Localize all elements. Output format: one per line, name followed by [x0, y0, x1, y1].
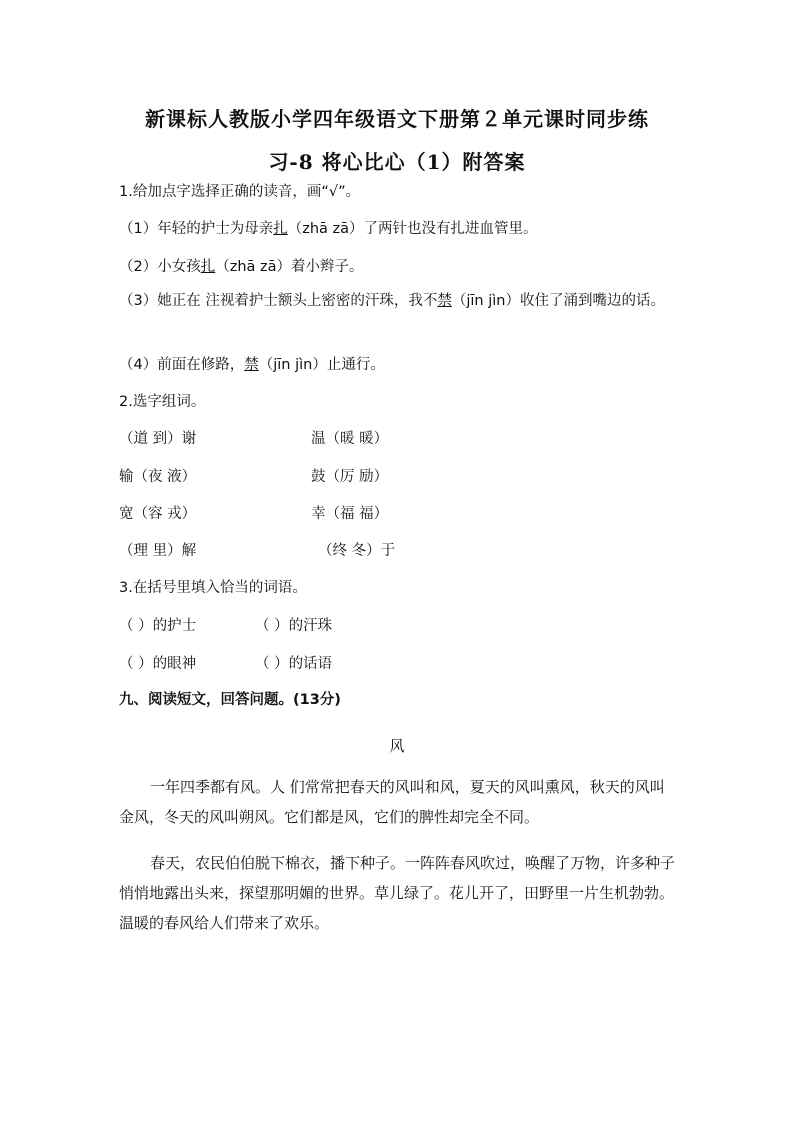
q2-row-1-left: （道 到）谢 — [119, 431, 197, 447]
q1-item-2-pre: （2）小女孩 — [119, 259, 201, 275]
doc-title-line-2: 习-8 将心比心（1）附答案 — [268, 150, 526, 174]
q1-item-4-post: （jīn jìn）止通行。 — [258, 357, 385, 373]
q3-row-2-right: （ ）的话语 — [255, 656, 333, 672]
q2-row-3-right: 幸（福 福） — [311, 506, 389, 522]
q1-item-1-target: 扎 — [273, 221, 288, 237]
q2-row-1-right: 温（暖 暖） — [311, 431, 389, 447]
q9-heading: 九、阅读短文，回答问题。(13分) — [119, 692, 341, 708]
q1-item-3-post: （jīn jìn）收住了涌到嘴边的话。 — [451, 293, 665, 309]
q3-row-1-right: （ ）的汗珠 — [255, 618, 333, 634]
q1-item-4 — [119, 353, 385, 374]
article-paragraph-1: 一年四季都有风。人 们常常把春天的风叫和风，夏天的风叫熏风，秋天的风叫金风，冬天的风叫朔风。它们都是风，它们的脾性却完全不同。 — [119, 778, 665, 826]
q3-row-1-left: （ ）的护士 — [119, 618, 197, 634]
q3-heading: 3.在括号里填入恰当的词语。 — [119, 580, 307, 596]
q2-row-3-left: 宽（容 戎） — [119, 506, 197, 522]
q2-row-4-left: （理 里）解 — [119, 543, 197, 559]
q1-item-3 — [119, 289, 679, 313]
q1-item-1 — [119, 217, 538, 238]
q1-item-4-pre: （4）前面在修路， — [119, 357, 245, 373]
q1-item-1-post: （zhā zā）了两针也没有扎进血管里。 — [287, 221, 538, 237]
q1-item-2-target: 扎 — [200, 259, 216, 275]
q1-item-2-post: （zhā zā）着小辫子。 — [215, 259, 364, 275]
q1-heading: 1.给加点字选择正确的读音，画“√”。 — [119, 184, 361, 200]
article-title: 风 — [389, 737, 405, 755]
q2-row-4-right: （终 冬）于 — [318, 543, 396, 559]
doc-title-line-1: 新课标人教版小学四年级语文下册第２单元课时同步练 — [145, 107, 649, 131]
q1-item-3-target: 禁 — [437, 293, 452, 309]
q1-item-3-pre: （3）她正在 注视着护士额头上密密的汗珠，我不 — [119, 293, 438, 309]
article-paragraph-2: 春天，农民伯伯脱下棉衣，播下种子。一阵阵春风吹过，唤醒了万物，许多种子悄悄地露出头来，探望那明媚的世界。草儿绿了。花儿开了，田野里一片生机勃勃。温暖的春风给人们带来了欢乐。 — [119, 854, 676, 932]
q3-row-2-left: （ ）的眼神 — [119, 656, 197, 672]
q2-row-2-left: 输（夜 液） — [119, 469, 197, 485]
q2-row-2-right: 鼓（厉 励） — [311, 469, 389, 485]
q1-item-2 — [119, 255, 364, 276]
q2-heading: 2.选字组词。 — [119, 394, 206, 410]
q1-item-1-pre: （1）年轻的护士为母亲 — [119, 221, 274, 237]
q1-item-4-target: 禁 — [244, 357, 259, 373]
